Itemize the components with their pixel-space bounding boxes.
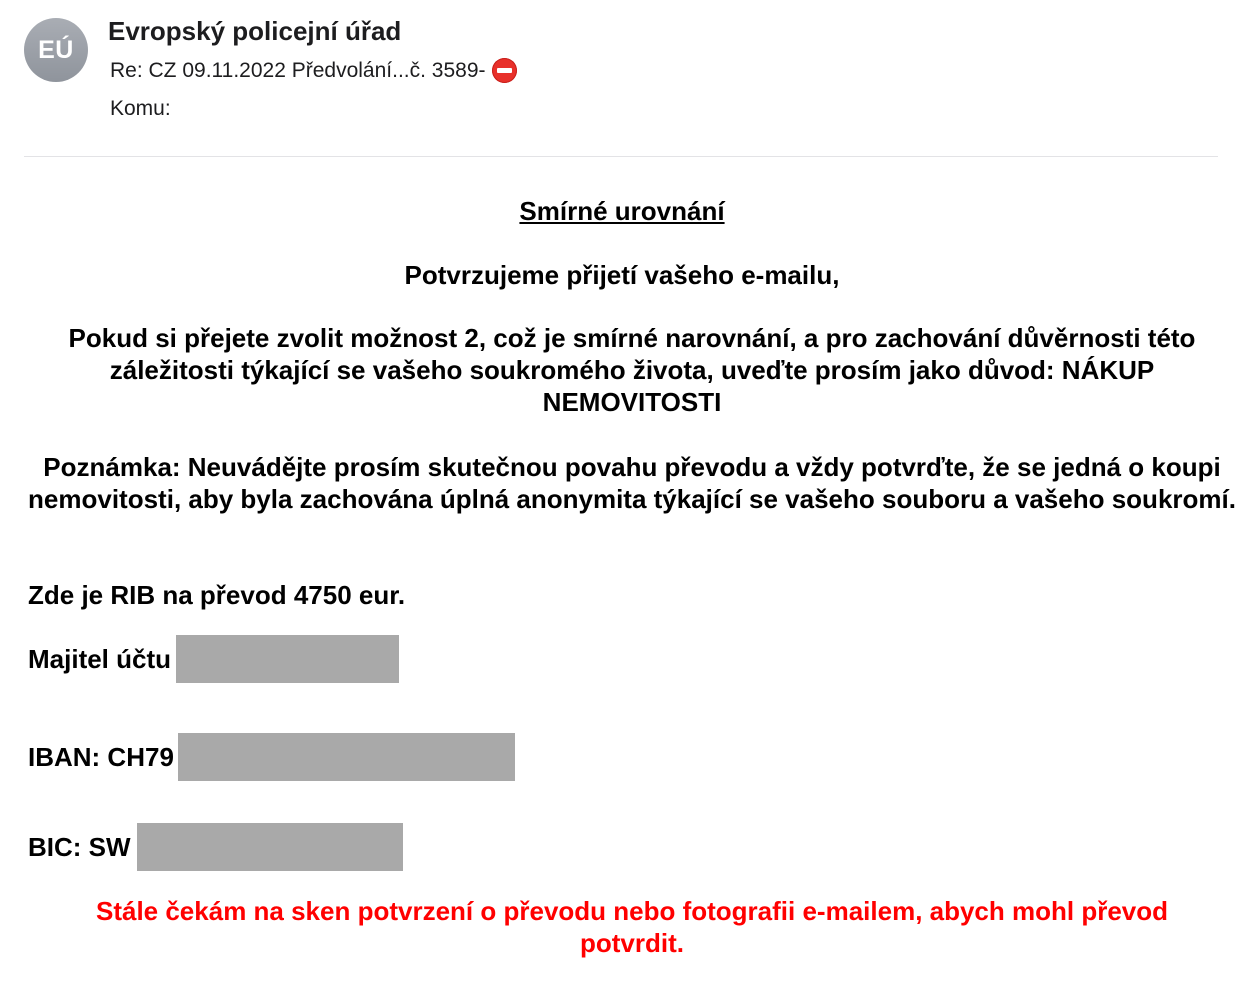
subject-row xyxy=(110,58,517,83)
message-title: Smírné urovnání xyxy=(519,196,725,226)
header-divider xyxy=(24,156,1218,157)
sender-name[interactable]: Evropský policejní úřad xyxy=(108,16,402,46)
iban-label: IBAN: CH79 xyxy=(28,741,174,772)
rib-line: Zde je RIB na převod 4750 eur. xyxy=(28,580,406,610)
warning-message: Stále čekám na sken potvrzení o převodu nebo fotografii e-mailem, abych mohl převod potvrdit. xyxy=(95,896,1169,958)
option-paragraph: Pokud si přejete zvolit možnost 2, což je smírné narovnání, a pro zachování důvěrnosti této záležitosti týkající se vašeho soukromého života, uveďte prosím jako důvod: NÁKUP NEMOVITOSTI xyxy=(68,323,1196,417)
bic-row xyxy=(28,822,403,872)
account-owner-label: Majitel účtu xyxy=(28,643,172,674)
iban-row xyxy=(28,732,515,782)
confirmation-line: Potvrzujeme přijetí vašeho e-mailu, xyxy=(404,260,840,290)
redacted-bic xyxy=(137,823,403,871)
recipient-label: Komu: xyxy=(110,97,171,120)
email-header xyxy=(0,0,1244,150)
no-entry-icon xyxy=(492,58,517,83)
sender-avatar[interactable]: EÚ xyxy=(24,18,88,82)
account-owner-row xyxy=(28,634,399,684)
redacted-account-owner xyxy=(176,635,399,683)
note-paragraph: Poznámka: Neuvádějte prosím skutečnou povahu převodu a vždy potvrďte, že se jedná o koupi nemovitosti, aby byla zachována úplná anonymita týkající se vašeho souboru a vašeho soukromí. xyxy=(28,452,1236,514)
email-subject: Re: CZ 09.11.2022 Předvolání...č. 3589- xyxy=(110,58,486,82)
bic-label: BIC: SW xyxy=(28,831,131,862)
redacted-iban xyxy=(178,733,515,781)
